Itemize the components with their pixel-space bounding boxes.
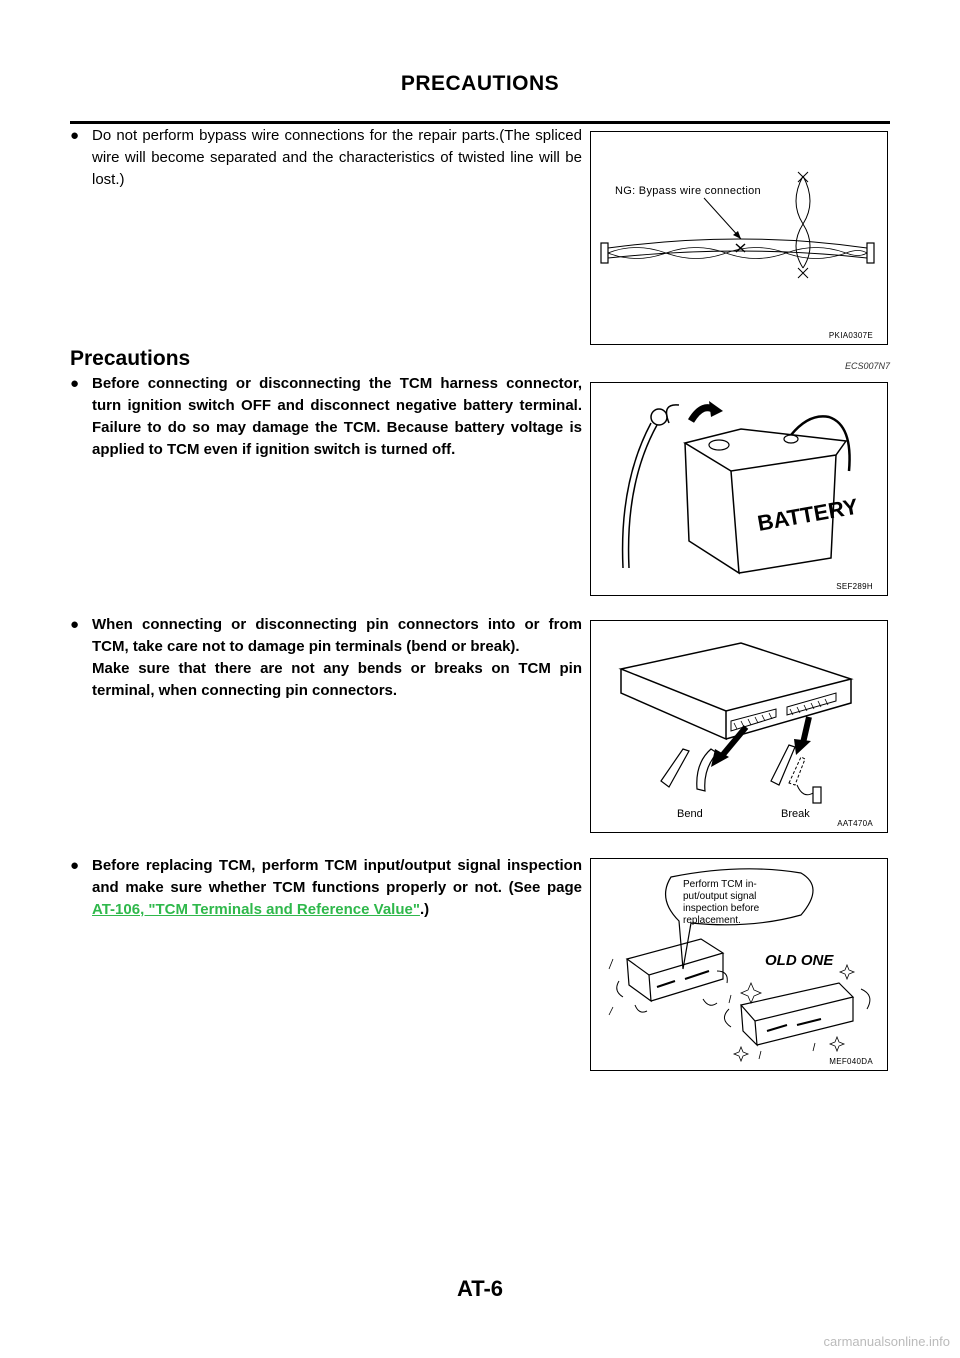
bypass-wire-illustration [591,132,887,344]
bullet-text: When connecting or disconnecting pin connectors into or from TCM, take care not to damage pin terminals (bend or break). [92,616,582,655]
figure-callout-label: NG: Bypass wire connection [615,185,761,197]
page-number: AT-6 [456,1276,504,1301]
bullet-block-replace-tcm [70,855,582,921]
figure-code: AAT470A [837,819,873,828]
bubble-line-4: replacement. [683,915,741,926]
reference-link[interactable]: AT-106, "TCM Terminals and Reference Value" [92,901,420,918]
watermark-text: carmanualsonline.info [823,1334,950,1349]
bullet-block-battery [70,373,582,461]
battery-label: BATTERY [755,493,860,536]
bubble-line-3: inspection before [683,903,760,914]
bullet-icon: ● [70,857,80,874]
header-rule [70,121,890,124]
figure-code: PKIA0307E [828,331,873,340]
bubble-line-2: put/output signal [683,891,757,902]
old-one-label: OLD ONE [765,952,834,969]
bullet-icon: ● [70,375,80,392]
bullet-text: Before connecting or disconnecting the TCM harness connector, turn ignition switch OFF and disconnect negative battery terminal. Failure to do so may damage the TCM. Because battery voltage is applied to TCM even if ignition switch is turned off. [92,375,582,458]
page-header-title: PRECAUTIONS [400,72,560,95]
figure-tcm-pins [590,620,888,833]
figure-battery [590,382,888,596]
bullet-icon: ● [70,616,80,633]
figure-bypass-wire [590,131,888,345]
bullet-text-before: Before replacing TCM, perform TCM input/output signal inspection and make sure whether TCM functions properly or not. (See page [92,857,582,896]
figure-code: SEF289H [836,582,873,591]
figure-code: MEF040DA [829,1057,873,1066]
bullet-text: Do not perform bypass wire connections for the repair parts.(The spliced wire will become separated and the characteristics of twisted line will be lost.) [92,127,582,188]
bullet-icon: ● [70,127,80,144]
section-heading: Precautions [70,347,191,370]
bend-label: Bend [677,808,703,820]
tcm-replacement-illustration [591,859,887,1070]
bullet-text-after: .) [419,901,430,918]
bullet-block-pin-connectors [70,614,582,702]
battery-illustration [591,383,887,595]
bullet-text [92,855,582,921]
figure-tcm-replacement [590,858,888,1071]
tcm-pins-illustration [591,621,887,832]
section-code: ECS007N7 [844,361,890,371]
bullet-text-line2: Make sure that there are not any bends or breaks on TCM pin terminal, when connecting pin connectors. [92,660,582,699]
bullet-block-bypass [70,125,582,191]
break-label: Break [781,808,810,820]
bubble-line-1: Perform TCM in- [683,879,757,890]
